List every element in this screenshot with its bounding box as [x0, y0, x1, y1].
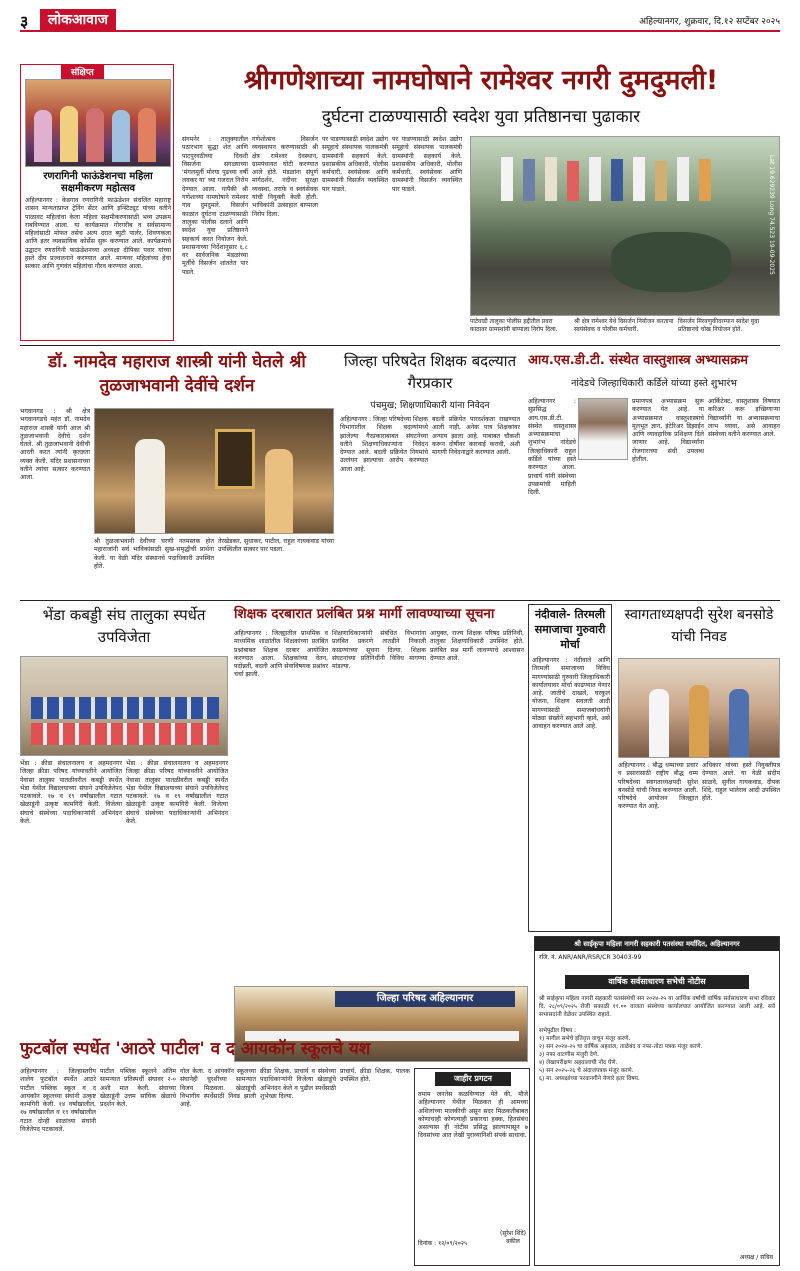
- photo-caption-3: विसर्जन मिरवणुकीदरम्यान स्वदेश युवा प्रतिष्ठानचे चोख नियोजन होते.: [678, 318, 760, 333]
- suresh-col-2: अधिकार यांच्या हस्ते नियुक्तीपत्र देण्यात आले. या वेळी संदीप साळवे, सुनील गायकवाड, दीपक शिंदे, राहुल भालेराव आदी उपस्थित होते.: [702, 762, 782, 803]
- notice-sign: अध्यक्ष / सचिव: [739, 1254, 773, 1261]
- namdev-col-2: श्री तुळजाभवानी देवीच्या चरणी नतमस्तक होत महाराजांनी सर्व भाविकांसाठी सुख-समृद्धीची प्रार्थना केली. या वेळी मंदिर संस्थानचे पदाधिकारी उपस्थित होते.: [94, 538, 216, 570]
- football-col-4: क्रीडा शिक्षक, प्राचार्य व संस्थेच्या पदाधिकाऱ्यांनी विजेत्या खेळाडूंचे अभिनंदन केले व पुढील स्पर्धेसाठी शुभेच्छा दिल्या.: [260, 1068, 338, 1100]
- masthead: [20, 8, 780, 32]
- aisdt-col-1: अहिल्यानगर : सुप्रसिद्ध आय.एस.डी.टी. संस्थेत वास्तुशास्त्र अभ्यासक्रमाचा शुभारंभ नांदेडचे जिल्हाधिकारी राहुल कर्डिले यांच्या हस्ते करण्यात आला. प्राचार्य यांनी संस्थेच्या उपक्रमांची माहिती दिली.: [528, 398, 578, 497]
- sankshipt-body: अहिल्यानगर : केडगाव रणरागिनी फाऊंडेशन संचलित महाराष्ट्र शासन मान्यताप्राप्त ट्रेनिंग सेंटर आणि इन्स्टिट्यूट यांच्या वतीने पाळावट महिलांचा केला महिला सक्षमीकरणासाठी भव्य उपक्रम राबविण्यात आला. या कार्यक्रमात गोरगरीब व सर्वसामान्य महिलांसाठी मोफत तसेच अल्प दरात ब्युटी पार्लर, शिवणकला आणि इतर व्यवसायिक कोर्सेस सुरू करण्यात आले. कार्यक्रमाचे उद्घाटन रणरागिनी फाऊंडेशनच्या अध्यक्षा दीपिका पवार यांच्या हस्ते दीप प्रज्वलनाने करण्यात आले. मान्यवर महिलांच्या हेचा सत्कार आणि गुणवंत महिलांचा गौरव करण्यात आला.: [25, 197, 173, 271]
- main-col-4: पर पाडण्यासाठी स्वदेश उद्योग समूहाचे संस्थापक पालकमंत्री ग्रामस्थांनी सहकार्य केले. प्रशासकीय अधिकारी, पोलीस कर्मचारी, स्वयंसेवक आणि ग्रामस्थांनी विसर्जन व्यवस्थित पार पाडले.: [392, 136, 464, 193]
- jahir-signer: (सुरेश शिंदे) वकील: [500, 1230, 526, 1245]
- photo-caption-1: पाटेवाडी तालुका पोलीस हद्दीतील प्रवरा काठावर ग्रामस्थांनी बाप्पाला निरोप दिला.: [470, 318, 558, 333]
- nandi-body: अहिल्यानगर : नंदीवाले आणि तिरमली समाजाच्या विविध मागण्यांसाठी गुरुवारी जिल्हाधिकारी कार्यालयावर मोर्चा काढण्यात येणार आहे. जातीचे दाखले, घरकुल योजना, शिक्षण सवलती आदी मागण्यांसाठी समाजबांधवांनी मोठ्या संख्येने सहभागी व्हावे, असे आवाहन करण्यात आले आहे.: [532, 657, 612, 731]
- shikshak-headline: शिक्षक दरबारात प्रलंबित प्रश्न मार्गी लावण्याच्या सूचना: [234, 606, 495, 622]
- namdev-col-3: तेरखेडकर, सुधाकर, पाटील, राहुल गायकवाड यांच्या उपस्थितीत सत्कार पार पडला.: [218, 538, 336, 554]
- page-number: ३: [20, 12, 29, 31]
- jahir-body: तमाम जनतेस कळविण्यात येते की, मौजे अहिल्यानगर येथील मिळकत ही आमच्या अशिलांच्या मालकीची असून सदर मिळकतीबाबत कोणाचाही कोणत्याही प्रकारचा हक्क, हितसंबंध असल्यास ही नोटीस प्रसिद्ध झाल्यापासून ७ दिवसांच्या आत लेखी पुराव्यानिशी संपर्क साधावा.: [418, 1091, 530, 1140]
- main-col-3: पर पाडण्यासाठी स्वदेश उद्योग समूहाचे संस्थापक पालकमंत्री ग्रामस्थांनी सहकार्य केले. प्रशासकीय अधिकारी, पोलीस कर्मचारी, स्वयंसेवक आणि ग्रामस्थांनी विसर्जन व्यवस्थित पार पाडले.: [322, 136, 390, 193]
- zp-banner: जिल्हा परिषद अहिल्यानगर: [335, 991, 515, 1007]
- kabaddi-team-photo: [20, 656, 228, 756]
- jahir-title: जाहीर प्रगटन: [435, 1072, 511, 1086]
- shikshak-col-1: अहिल्यानगर : जिल्ह्यातील प्राथमिक व माध्यमिक शाळांतील शिक्षकांच्या प्रलंबित प्रश्नांबाबत शिक्षक दरबार आयोजित करण्यात आला. शिक्षकांच्या वेतन, पदोन्नती, बदली आणि सेवाविषयक प्रश्नांवर चर्चा झाली.: [234, 630, 330, 679]
- nandi-headline: नंदीवाले- तिरमली समाजाचा गुरुवारी मोर्चा: [534, 608, 606, 651]
- divider: [20, 345, 780, 346]
- football-col-1: अहिल्यानगर : जिल्हास्तरीय शालेय फुटबॉल स्पर्धेत आठरे पाटील पब्लिक स्कूल व द आयकॉन स्कूलच्या संघांनी उत्कृष्ट कामगिरी केली. १४ वर्षांखालील, १७ वर्षांखालील व १९ वर्षांखालील गटात दोन्ही शाळांच्या संघांनी विजेतेपद पटकावले.: [20, 1068, 98, 1134]
- bhenda-headline: भेंडा कबड्डी संघ तालुका स्पर्धेत उपविजेता: [42, 606, 206, 646]
- football-headline: फुटबॉल स्पर्धेत 'आठरे पाटील' व द आयकॉन स्कूलचे यश: [20, 1039, 371, 1059]
- main-headline: श्रीगणेशाच्या नामघोषाने रामेश्वर नगरी दुमदुमली!: [243, 65, 719, 96]
- zp-subheadline: पंचमुख; शिक्षणाधिकारी यांना निवेदन: [370, 401, 490, 411]
- geo-stamp: Lat 19.629239 Long 74.523 19-09-2025: [768, 155, 775, 275]
- bhenda-body: भेंडा : क्रीडा संचालनालय व अहमदनगर जिल्हा क्रीडा परिषद यांच्यावतीने आयोजित नेवासा तालुका पातळीवरील कबड्डी स्पर्धेत भेंडा येथील विद्यालयाच्या संघाने उपविजेतेपद पटकावले. १७ व १९ वर्षांखालील गटात खेळाडूंनी उत्कृष्ट कामगिरी केली. विजेत्या संघाचे संस्थेच्या पदाधिकाऱ्यांनी अभिनंदन केले.: [20, 760, 124, 826]
- notice-body: श्री साईकृपा महिला नागरी सहकारी पतसंस्थेची सन २०२४-२५ या आर्थिक वर्षाची वार्षिक सर्वसाधारण सभा रविवार दि. २८/०९/२०२५ रोजी सकाळी ११.०० वाजता संस्थेच्या कार्यालयात आयोजित करण्यात आली आहे. सर्व सभासदांनी वेळेवर उपस्थित राहावे. सभेपुढील विषय : १) मागील सभेचे इतिवृत्त वाचून मंजूर करणे. २) सन २०२४-२५ चा वार्षिक अहवाल, ताळेबंद व नफा-तोटा पत्रक मंजूर करणे. ३) नफा वाटणीस मंजुरी देणे. ४) लेखापरीक्षण अहवालाची नोंद घेणे. ५) सन २०२५-२६ चे अंदाजपत्रक मंजूर करणे. ६) मा. अध्यक्षांच्या परवानगीने येणारे इतर विषय.: [539, 996, 775, 1082]
- photo-caption-2: श्री क्षेत्र रामेश्वर येथे विसर्जन नियोजन करताना स्वयंसेवक व पोलीस कर्मचारी.: [574, 318, 674, 333]
- sankshipt-headline: रणरागिनी फाऊंडेशनचा महिला सक्षमीकरण महोत्सव: [43, 171, 153, 194]
- aisdt-subheadline: नांदेडचे जिल्हाधिकारी कर्डिले यांच्या हस्ते शुभारंभ: [571, 378, 737, 389]
- collector-portrait: [578, 398, 628, 460]
- sankshipt-tag: संक्षिप्त: [61, 64, 104, 79]
- jahir-date: दिनांक : १२/०९/२०२५: [418, 1240, 468, 1247]
- edition-line: अहिल्यानगर, शुक्रवार, दि.१२ सप्टेंबर २०२५: [639, 17, 780, 27]
- notice-title: वार्षिक सर्वसाधारण सभेची नोटीस: [565, 975, 749, 989]
- shikshak-col-2: शिक्षणाधिकाऱ्यांनी संबंधित विभागांना प्रलंबित प्रकरणे तातडीने निकाली काढण्याच्या सूचना दिल्या. शिक्षक संघटनांच्या प्रतिनिधींनी विविध मागण्या मांडल्या.: [332, 630, 428, 671]
- temple-visit-photo: [94, 408, 334, 534]
- women-event-photo: [25, 79, 171, 167]
- notice-org: श्री साईकृपा महिला नागरी सहकारी पतसंस्था मर्यादित, अहिल्यानगर: [535, 937, 779, 951]
- notice-reg: रजि. नं. ANR/ANR/RSR/CR 30403-99: [539, 954, 642, 961]
- shikshak-col-3: आयुक्त, राज्य शिक्षक परिषद प्रतिनिधी, तालुका शिक्षणाधिकारी उपस्थित होते. प्रलंबित प्रश्न मार्गी लावण्याचे आश्वासन देण्यात आले.: [430, 630, 526, 662]
- agm-notice: [534, 936, 780, 1266]
- main-col-2: गणेशोत्सव विसर्जन व्यवस्थापन करण्यासाठी श्री क्षेत्र रामेश्वर देवस्थान, ग्रामपंचायत घोटी करण्यात आले होते. मंडळांना संपूर्ण मार्गदर्शन, नदीवर सुरक्षा व्यवस्था, तराफे व स्वयंसेवक यांची नियुक्ती केली होती. भाविकांनी उत्साहात बाप्पाला निरोप दिला.: [252, 136, 320, 218]
- main-col-1: संगमनेर : तालुक्यातील पठारभाग सुद्धा शेत आणि पाटपुरवठीच्या दिवशी विसर्जना सगळ्याच्या 'मंगलमूर्ती मोरया पुढच्या वर्षी लवकर या' च्या गजरात निरोप देण्यात आला. यापैकी श्री गणेशाच्या नामघोषाने रामेश्वर गाव दुमदुमले. विसर्जन काळात दुर्घटना टाळण्यासाठी तालुका पोलीस दलाने आणि स्वदेश युवा प्रतिष्ठानने सहकार्य करत नियोजन केले. प्रशासनाच्या निर्देशानुसार ६.८ वर सार्वजनिक मंडळांच्या मूर्तींचे विसर्जन शांततेत पार पडले.: [182, 136, 250, 276]
- football-col-2: पाटील पब्लिक स्कूलने अंतिम सामन्यात प्रतिस्पर्धी संघावर २-० अशी मात केली. संघाच्या खेळाडूंनी उत्तम सांघिक खेळाचे प्रदर्शन केले.: [100, 1068, 178, 1109]
- main-subheadline: दुर्घटना टाळण्यासाठी स्वदेश युवा प्रतिष्ठानचा पुढाकार: [321, 107, 641, 127]
- aisdt-col-2: प्रमाणपत्र अभ्यासक्रम सुरू करण्यात येत आहे. या अभ्यासक्रमात वास्तुशास्त्राचे मूलभूत ज्ञान, इंटेरिअर डिझाईन आणि व्यावहारिक प्रशिक्षण दिले जाणार आहे. विद्यार्थ्यांना रोजगाराच्या संधी उपलब्ध होतील.: [632, 398, 706, 464]
- zp-col-1: अहिल्यानगर : जिल्हा परिषदेच्या शिक्षक विभागातील शिक्षक बदल्यांमध्ये झालेल्या गैरप्रकाराबाबत संघटनेच्या वतीने शिक्षणाधिकाऱ्यांना निवेदन देण्यात आले. बदली प्रक्रियेत नियमांचे उल्लंघन झाल्याचा आरोप करण्यात आला आहे.: [340, 416, 430, 473]
- zp-headline: जिल्हा परिषदेत शिक्षक बदल्यात गैरप्रकार: [343, 352, 517, 392]
- jahir-pragatan: [414, 1068, 530, 1266]
- nandi-box: [528, 604, 612, 932]
- felicitation-photo: [618, 658, 780, 758]
- bhenda-body-2: भेंडा : क्रीडा संचालनालय व अहमदनगर जिल्हा क्रीडा परिषद यांच्यावतीने आयोजित नेवासा तालुका पातळीवरील कबड्डी स्पर्धेत भेंडा येथील विद्यालयाच्या संघाने उपविजेतेपद पटकावले. १७ व १९ वर्षांखालील गटात खेळाडूंनी उत्कृष्ट कामगिरी केली. विजेत्या संघाचे संस्थेच्या पदाधिकाऱ्यांनी अभिनंदन केले.: [126, 760, 230, 826]
- suresh-headline: स्वागताध्यक्षपदी सुरेश बनसोडे यांची निवड: [624, 607, 774, 645]
- logo: लोकआवाज: [40, 9, 116, 30]
- namdev-headline: डॉ. नामदेव महाराज शास्त्री यांनी घेतले श्री तुळजाभवानी देवींचे दर्शन: [48, 352, 306, 396]
- football-col-3: गोल केला. द आयकॉन स्कूलच्या संघानेही चुरशीच्या सामन्यात विजय मिळवला. खेळाडूंची विभागीय स्पर्धेसाठी निवड झाली आहे.: [180, 1068, 258, 1109]
- river-immersion-photo: [470, 136, 780, 316]
- namdev-body: भगवानगड : श्री क्षेत्र भगवानगडचे महंत डॉ. नामदेव महाराज शास्त्री यांनी आज श्री तुळजाभवानी देवीचे दर्शन घेतले. श्री तुळजाभवानी देवीची आरती करत त्यांनी कृतज्ञता व्यक्त केली. मंदिर प्रशासनाच्या वतीने त्यांचा सत्कार करण्यात आला.: [20, 408, 92, 482]
- zp-col-2: बदली प्रक्रियेत पारदर्शकता राखण्यात आली नाही, अनेक पात्र शिक्षकांवर अन्याय झाला आहे. याबाबत चौकशी करून दोषींवर कारवाई करावी, अशी मागणी निवेदनाद्वारे करण्यात आली.: [432, 416, 522, 457]
- divider: [20, 600, 780, 601]
- suresh-col-1: अहिल्यानगर : बौद्ध धम्माच्या प्रचार व प्रसारासाठी राष्ट्रीय बौद्ध धम्म परिषदेच्या स्वागताध्यक्षपदी सुरेश बनसोडे यांची निवड करण्यात आली. परिषदेचे आयोजन जिल्ह्यात करण्यात येत आहे.: [618, 762, 700, 811]
- football-col-5: प्राचार्य, क्रीडा शिक्षक, पालक उपस्थित होते.: [340, 1068, 412, 1084]
- aisdt-headline: आय.एस.डी.टी. संस्थेत वास्तुशास्त्र अभ्यासक्रम: [528, 353, 748, 368]
- aisdt-col-3: आर्किटेक्ट, वास्तुशास्त्र विषयात करिअर करू इच्छिणाऱ्या विद्यार्थ्यांनी या अभ्यासक्रमाचा लाभ घ्यावा, असे आवाहन संस्थेच्या वतीने करण्यात आले.: [708, 398, 782, 439]
- sankshipt-box: [20, 64, 174, 341]
